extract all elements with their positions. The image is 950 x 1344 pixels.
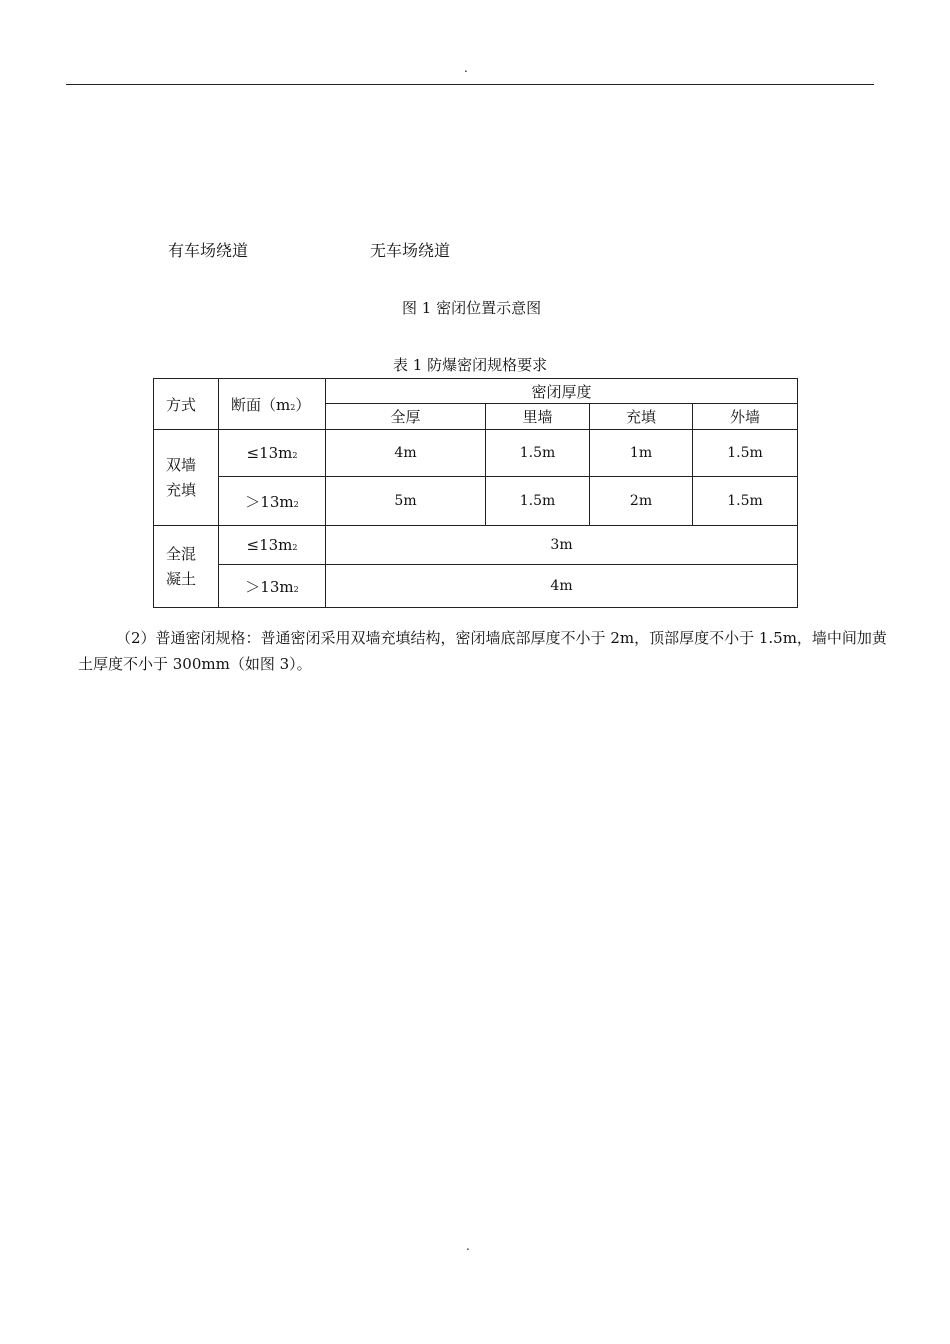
inner-cell: 1.5m: [486, 477, 590, 526]
section-cell: ≤13m2: [219, 430, 326, 477]
total-cell: 5m: [326, 477, 486, 526]
figure-label-left: 有车场绕道: [168, 241, 249, 260]
table-row: [154, 477, 798, 526]
table-row: [154, 526, 798, 565]
header-total: 全厚: [326, 404, 486, 430]
mode-double-wall: 双墙 充填: [154, 430, 219, 526]
section-cell: ＞13m2: [219, 565, 326, 608]
section-cell: ＞13m2: [219, 477, 326, 526]
spec-table: [153, 378, 798, 608]
header-section: 断面（m2）: [219, 379, 326, 430]
header-mode: 方式: [154, 379, 219, 430]
mode-full-concrete: 全混 凝土: [154, 526, 219, 608]
total-cell: 4m: [326, 430, 486, 477]
outer-cell: 1.5m: [693, 477, 798, 526]
header-outer: 外墙: [693, 404, 798, 430]
figure-label-right: 无车场绕道: [370, 241, 451, 260]
section-cell: ≤13m2: [219, 526, 326, 565]
table-row: [154, 565, 798, 608]
table-row: [154, 430, 798, 477]
header-dot: .: [464, 61, 468, 75]
table-caption: 表 1 防爆密闭规格要求: [393, 356, 548, 374]
header-inner: 里墙: [486, 404, 590, 430]
thickness-cell: 3m: [326, 526, 798, 565]
header-fill: 充填: [590, 404, 693, 430]
figure-caption: 图 1 密闭位置示意图: [402, 299, 542, 317]
inner-cell: 1.5m: [486, 430, 590, 477]
fill-cell: 2m: [590, 477, 693, 526]
fill-cell: 1m: [590, 430, 693, 477]
body-paragraph: （2）普通密闭规格：普通密闭采用双墙充填结构，密闭墙底部厚度不小于 2m，顶部厚度不小于 1.5m，墙中间加黄土厚度不小于 300mm（如图 3）。: [78, 629, 887, 673]
thickness-cell: 4m: [326, 565, 798, 608]
header-thickness: 密闭厚度: [326, 379, 798, 404]
header-rule: [66, 84, 874, 85]
footer-dot: .: [466, 1239, 470, 1253]
outer-cell: 1.5m: [693, 430, 798, 477]
